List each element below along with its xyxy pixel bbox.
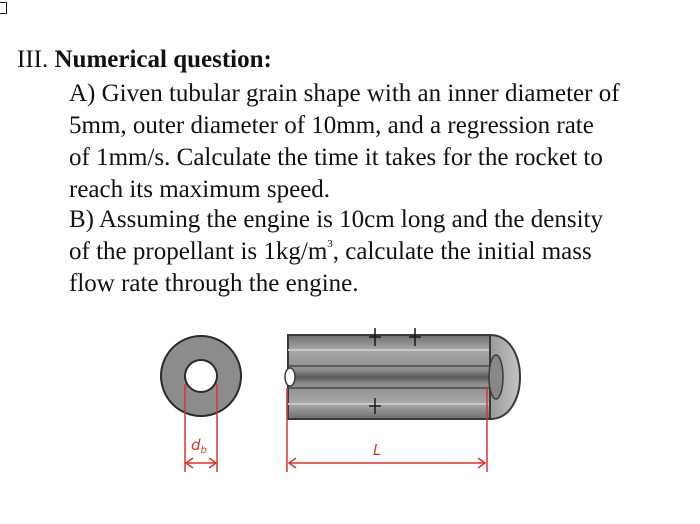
diameter-label-main: d <box>191 436 201 454</box>
end-cap-bore <box>489 355 503 399</box>
part-b-line-2-start: of the propellant is 1kg/m <box>69 238 328 265</box>
part-b-line-2-end: , calculate the initial mass <box>332 238 592 265</box>
part-a-line-1: A) Given tubular grain shape with an inner diameter of <box>69 80 620 107</box>
part-a-line-2: 5mm, outer diameter of 10mm, and a regression rate <box>69 112 594 139</box>
question-title: Numerical question: <box>54 46 272 73</box>
cubic-superscript: 3 <box>327 238 333 250</box>
tube-left-opening <box>285 368 295 386</box>
diameter-label <box>191 436 207 456</box>
part-a-line-3: of 1mm/s. Calculate the time it takes for the rocket to <box>69 144 603 171</box>
grain-side-view <box>285 328 520 419</box>
tube-body <box>288 335 490 419</box>
part-b-line-1: B) Assuming the engine is 10cm long and the density <box>69 206 603 233</box>
question-number: III. <box>17 46 49 73</box>
inner-bore <box>185 360 217 392</box>
diameter-label-subscript: b <box>200 445 207 456</box>
part-a-line-4: reach its maximum speed. <box>69 176 331 203</box>
grain-cross-section <box>161 336 241 416</box>
part-b-line-3: flow rate through the engine. <box>69 270 359 297</box>
length-label: L <box>373 441 382 459</box>
